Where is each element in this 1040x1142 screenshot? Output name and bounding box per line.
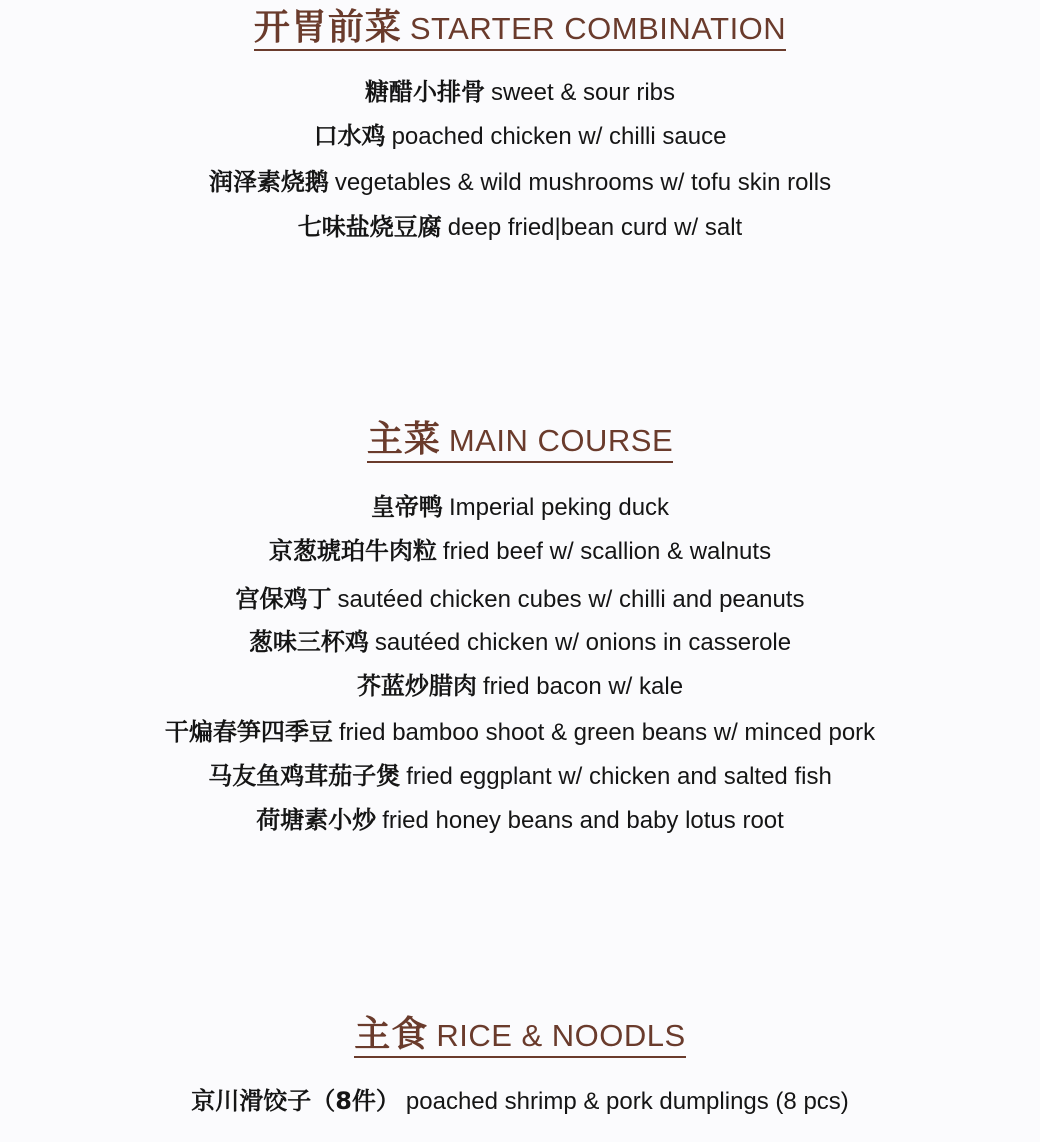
section-heading-main xyxy=(0,419,1040,463)
menu-item xyxy=(0,1086,1040,1117)
section-heading-starter xyxy=(0,7,1040,51)
dish-name-en: sautéed chicken cubes w/ chilli and peanuts xyxy=(337,586,805,613)
dish-name-en: deep fried|bean curd w/ salt xyxy=(447,214,743,241)
section-title-en: RICE & NOODLS xyxy=(436,1018,686,1053)
dish-name-en: poached chicken w/ chilli sauce xyxy=(391,123,727,150)
dish-name-zh: 七味盐烧豆腐 xyxy=(297,213,442,241)
menu-item xyxy=(0,627,1040,658)
dish-name-zh: 糖醋小排骨 xyxy=(364,78,485,106)
dish-name-en: poached shrimp & pork dumplings (8 pcs) xyxy=(405,1088,849,1115)
menu-item xyxy=(0,167,1040,198)
menu-item xyxy=(0,805,1040,836)
dish-name-zh: 干煸春笋四季豆 xyxy=(164,718,333,746)
section-heading-underline xyxy=(366,419,674,463)
dish-name-zh: 口水鸡 xyxy=(313,122,386,150)
menu-item xyxy=(0,761,1040,792)
menu-item xyxy=(0,536,1040,567)
section-heading-underline xyxy=(354,1014,686,1058)
section-title-zh: 开胃前菜 xyxy=(253,7,402,48)
dish-name-en: fried beef w/ scallion & walnuts xyxy=(442,538,772,565)
menu-item xyxy=(0,121,1040,152)
dish-name-en: fried honey beans and baby lotus root xyxy=(382,807,784,834)
dish-name-zh: 京葱琥珀牛肉粒 xyxy=(268,537,437,565)
dish-name-zh: 皇帝鸭 xyxy=(370,493,443,521)
dish-name-zh: 葱味三杯鸡 xyxy=(248,628,369,656)
section-heading-underline xyxy=(253,7,787,51)
dish-name-zh: 荷塘素小炒 xyxy=(256,806,377,834)
section-title-zh: 主食 xyxy=(354,1014,429,1055)
dish-name-zh: 马友鱼鸡茸茄子煲 xyxy=(208,762,401,790)
section-title-zh: 主菜 xyxy=(366,419,441,460)
section-title-en: MAIN COURSE xyxy=(448,423,674,458)
dish-name-en: fried bamboo shoot & green beans w/ minced pork xyxy=(338,719,876,746)
dish-name-en: sweet & sour ribs xyxy=(490,79,676,106)
menu-item xyxy=(0,584,1040,615)
dish-name-en: vegetables & wild mushrooms w/ tofu skin rolls xyxy=(334,169,832,196)
dish-name-en: fried eggplant w/ chicken and salted fish xyxy=(406,763,832,790)
dish-name-zh: 京川滑饺子（8件） xyxy=(191,1087,400,1115)
menu-item xyxy=(0,212,1040,243)
section-heading-rice-noodles xyxy=(0,1014,1040,1058)
dish-name-en: fried bacon w/ kale xyxy=(482,673,684,700)
dish-name-zh: 润泽素烧鹅 xyxy=(208,168,329,196)
menu-item xyxy=(0,717,1040,748)
dish-name-zh: 宫保鸡丁 xyxy=(235,585,332,613)
menu-item xyxy=(0,492,1040,523)
menu-item xyxy=(0,671,1040,702)
dish-name-en: Imperial peking duck xyxy=(448,494,670,521)
section-title-en: STARTER COMBINATION xyxy=(409,11,787,46)
dish-name-en: sautéed chicken w/ onions in casserole xyxy=(374,629,792,656)
dish-name-zh: 芥蓝炒腊肉 xyxy=(356,672,477,700)
menu-item xyxy=(0,77,1040,108)
